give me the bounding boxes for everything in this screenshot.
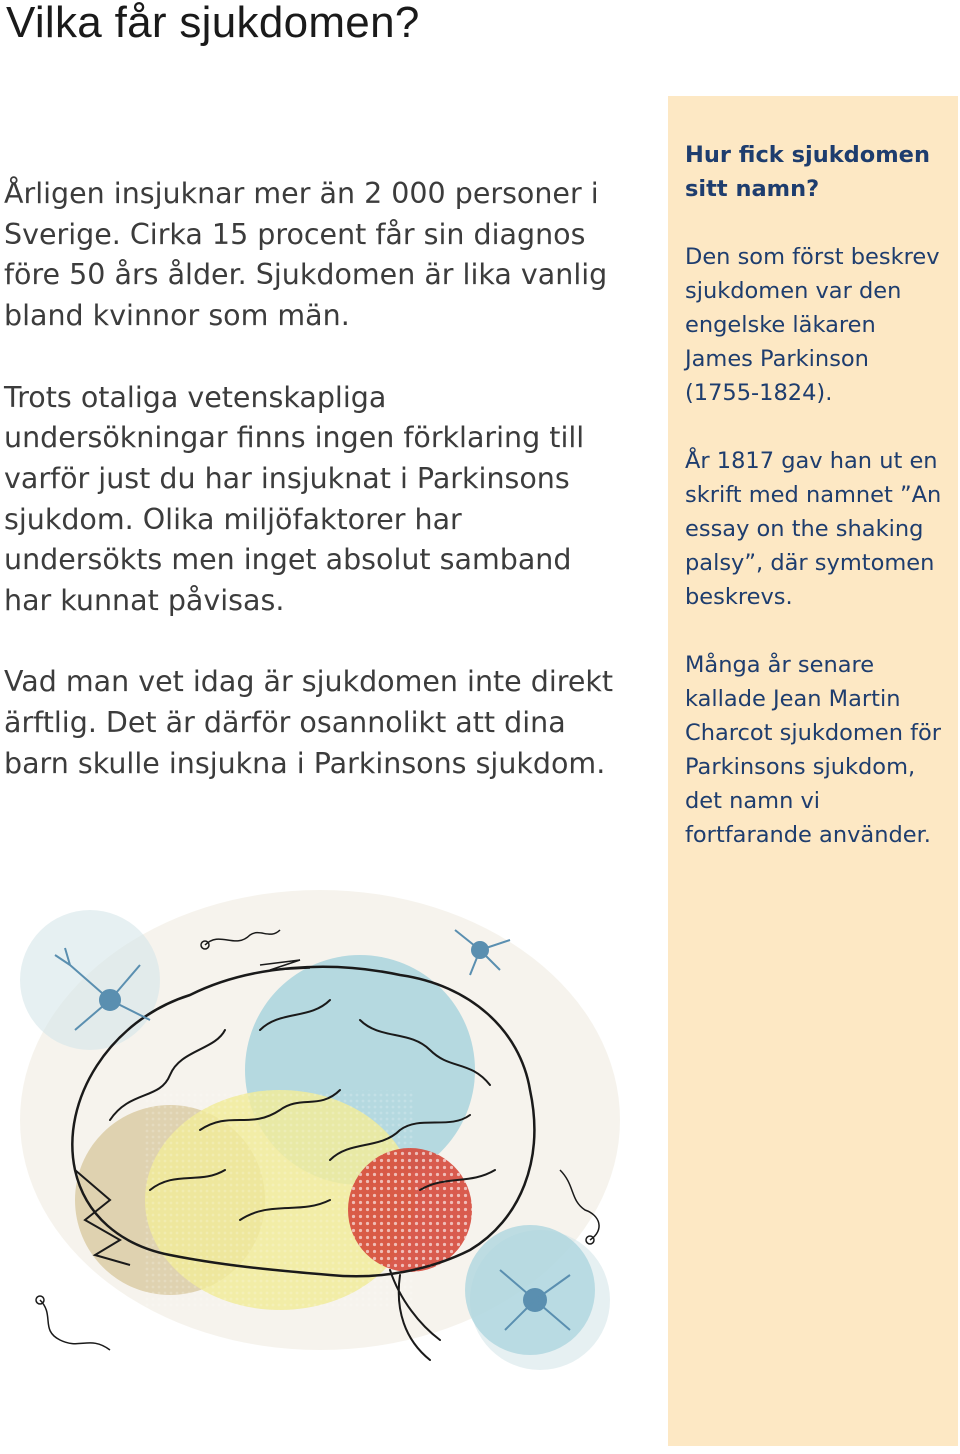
- red-blob-dots: [348, 1148, 472, 1272]
- background-texture-blue: [20, 910, 160, 1050]
- paragraph-causes: Trots otaliga vetenskapliga undersökningar finns ingen förklaring till varför just du har insjuknat i Parkinsons sjukdom. Olika miljöfaktorer har undersökts men inget absolut samband har kunnat påvisas.: [4, 380, 585, 618]
- main-text: [4, 174, 616, 825]
- sidebar-paragraph-james-parkinson: Den som först beskrev sjukdomen var den engelske läkaren James Parkinson (1755-1824).: [685, 244, 940, 406]
- squiggle-bottom-left: [40, 1300, 110, 1350]
- sidebar-heading: Hur fick sjukdomen sitt namn?: [685, 142, 930, 202]
- paragraph-heredity: Vad man vet idag är sjukdomen inte direkt ärftlig. Det är därför osannolikt att dina barn skulle insjukna i Parkinsons sjukdom.: [4, 665, 614, 780]
- name-origin-sidebar: [668, 96, 958, 1446]
- sidebar-paragraph-charcot: Många år senare kallade Jean Martin Charcot sjukdomen för Parkinsons sjukdom, det namn vi fortfarande använder.: [685, 652, 942, 848]
- page-title: Vilka får sjukdomen?: [6, 0, 420, 47]
- brain-illustration: [0, 870, 668, 1430]
- paragraph-incidence: Årligen insjuknar mer än 2 000 personer i Sverige. Cirka 15 procent får sin diagnos före 50 års ålder. Sjukdomen är lika vanlig bland kvinnor som män.: [4, 177, 608, 333]
- sidebar-paragraph-essay: År 1817 gav han ut en skrift med namnet ”An essay on the shaking palsy”, där symtomen beskrevs.: [685, 448, 942, 610]
